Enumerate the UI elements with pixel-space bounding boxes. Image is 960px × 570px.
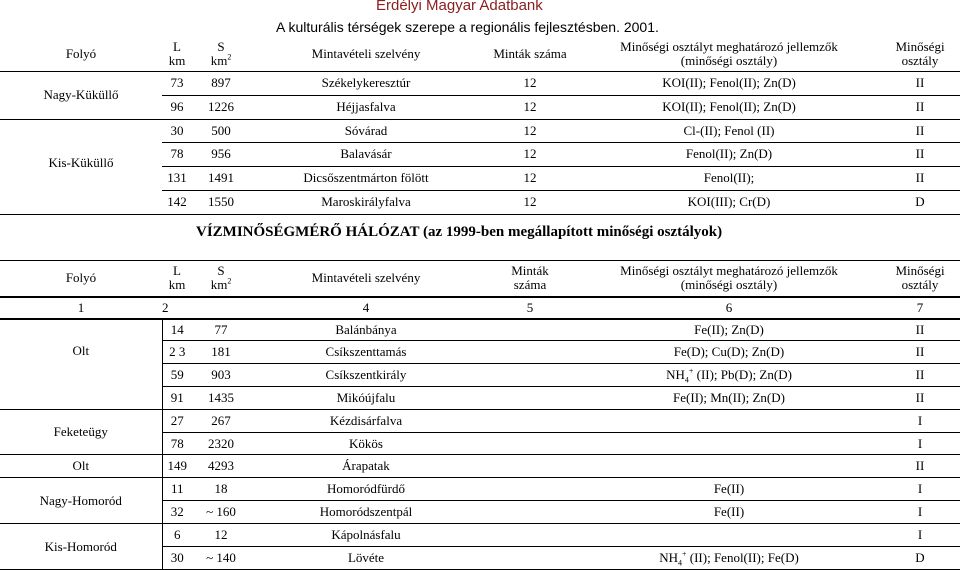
cell-s: 181 [192, 341, 250, 364]
table-row [0, 119, 960, 142]
cell-samples [482, 501, 578, 524]
cell-determinants: $NH_4^+$ (II); Pb(D); Zn(D) [578, 364, 880, 387]
header-river: Folyó [0, 37, 162, 71]
cell-station: Balavásár [250, 142, 482, 166]
table-header-row [0, 261, 960, 297]
cell-samples: 12 [482, 95, 578, 119]
cell-quality: II [880, 364, 960, 387]
cell-l: 78 [162, 433, 192, 455]
cell-station: Kápolnásfalu [250, 524, 482, 547]
cell-station: Kézdisárfalva [250, 410, 482, 433]
site-title: Erdélyi Magyar Adatbank [376, 0, 543, 14]
cell-station: Csíkszentkirály [250, 364, 482, 387]
cell-determinants: Fe(D); Cu(D); Zn(D) [578, 341, 880, 364]
header-s: S $km^2$ [192, 37, 250, 71]
header-l: L km [162, 37, 192, 71]
header-s: S $km^2$ [192, 261, 250, 297]
header-determinants: Minőségi osztályt meghatározó jellemzők (minőségi osztály) [578, 37, 880, 71]
cell-quality: II [880, 71, 960, 95]
table-row [0, 319, 960, 341]
cell-l: 32 [162, 501, 192, 524]
cell-quality: II [880, 455, 960, 478]
cell-s: 1550 [192, 190, 250, 214]
cell-station: Maroskirályfalva [250, 190, 482, 214]
column-number-row [0, 297, 960, 319]
river-cell: Feketeügy [0, 410, 162, 455]
cell-samples [482, 433, 578, 455]
section-title: VÍZMINŐSÉGMÉRŐ HÁLÓZAT (az 1999-ben megállapított minőségi osztályok) [196, 224, 723, 240]
header-samples: Minták száma [482, 261, 578, 297]
cell-s: 903 [192, 364, 250, 387]
cell-station: Homoródfürdő [250, 478, 482, 501]
cell-samples [482, 524, 578, 547]
cell-l: 73 [162, 71, 192, 95]
cell-determinants: Fe(II); Zn(D) [578, 319, 880, 341]
cell-s: 77 [192, 319, 250, 341]
cell-station: Mikóújfalu [250, 387, 482, 410]
cell-determinants: Fe(II) [578, 478, 880, 501]
header-river: Folyó [0, 261, 162, 297]
cell-station: Kökös [250, 433, 482, 455]
cell-determinants: Fenol(II); [578, 166, 880, 190]
cell-l: 14 [162, 319, 192, 341]
cell-s: ~ 140 [192, 547, 250, 570]
river-cell: Kis-Homoród [0, 524, 162, 570]
cell-station: Dicsőszentmárton fölött [250, 166, 482, 190]
cell-samples [482, 410, 578, 433]
cell-quality: D [880, 190, 960, 214]
cell-s: ~ 160 [192, 501, 250, 524]
cell-determinants: Fe(II); Mn(II); Zn(D) [578, 387, 880, 410]
table-row [0, 478, 960, 501]
cell-s: 956 [192, 142, 250, 166]
cell-determinants: Fenol(II); Zn(D) [578, 142, 880, 166]
cell-samples: 12 [482, 190, 578, 214]
document-subtitle: A kulturális térségek szerepe a regionális fejlesztésben. 2001. [276, 19, 659, 35]
cell-quality: D [880, 547, 960, 570]
cell-samples [482, 341, 578, 364]
cell-l: 30 [162, 119, 192, 142]
cell-quality: I [880, 410, 960, 433]
water-quality-table-1 [0, 37, 960, 215]
cell-samples [482, 478, 578, 501]
cell-station: Balánbánya [250, 319, 482, 341]
column-number: 2 [162, 297, 250, 319]
cell-s: 267 [192, 410, 250, 433]
cell-samples [482, 455, 578, 478]
cell-determinants: $NH_4^+$ (II); Fenol(II); Fe(D) [578, 547, 880, 570]
header-l: L km [162, 261, 192, 297]
cell-samples [482, 319, 578, 341]
cell-determinants: KOI(II); Fenol(II); Zn(D) [578, 95, 880, 119]
cell-determinants: KOI(III); Cr(D) [578, 190, 880, 214]
cell-s: 897 [192, 71, 250, 95]
cell-samples [482, 547, 578, 570]
cell-determinants: Cl-(II); Fenol (II) [578, 119, 880, 142]
cell-station: Héjjasfalva [250, 95, 482, 119]
cell-l: 2 3 [162, 341, 192, 364]
river-cell: Kis-Küküllő [0, 119, 162, 214]
header-quality: Minőségi osztály [880, 261, 960, 297]
cell-station: Sóvárad [250, 119, 482, 142]
cell-quality: I [880, 478, 960, 501]
cell-quality: II [880, 119, 960, 142]
table-row [0, 71, 960, 95]
river-cell: Nagy-Küküllő [0, 71, 162, 119]
river-cell: Olt [0, 455, 162, 478]
cell-quality: II [880, 341, 960, 364]
cell-s: 500 [192, 119, 250, 142]
column-number: 7 [880, 297, 960, 319]
cell-s: 4293 [192, 455, 250, 478]
cell-determinants: Fe(II) [578, 501, 880, 524]
column-number: 6 [578, 297, 880, 319]
cell-s: 1226 [192, 95, 250, 119]
cell-l: 78 [162, 142, 192, 166]
cell-determinants [578, 524, 880, 547]
cell-s: 2320 [192, 433, 250, 455]
cell-l: 59 [162, 364, 192, 387]
river-cell: Olt [0, 319, 162, 410]
cell-l: 96 [162, 95, 192, 119]
cell-quality: II [880, 166, 960, 190]
cell-quality: I [880, 501, 960, 524]
cell-station: Csíkszenttamás [250, 341, 482, 364]
cell-l: 149 [162, 455, 192, 478]
cell-station: Lövéte [250, 547, 482, 570]
cell-l: 11 [162, 478, 192, 501]
cell-l: 27 [162, 410, 192, 433]
cell-s: 12 [192, 524, 250, 547]
cell-l: 30 [162, 547, 192, 570]
table-row [0, 455, 960, 478]
cell-quality: I [880, 524, 960, 547]
river-cell: Nagy-Homoród [0, 478, 162, 524]
table-header-row [0, 37, 960, 71]
cell-l: 91 [162, 387, 192, 410]
column-number: 5 [482, 297, 578, 319]
cell-samples [482, 387, 578, 410]
cell-s: 1435 [192, 387, 250, 410]
cell-quality: II [880, 387, 960, 410]
cell-quality: I [880, 433, 960, 455]
cell-determinants [578, 433, 880, 455]
cell-l: 142 [162, 190, 192, 214]
header-samples: Minták száma [482, 37, 578, 71]
cell-s: 1491 [192, 166, 250, 190]
cell-samples: 12 [482, 119, 578, 142]
cell-samples: 12 [482, 142, 578, 166]
cell-samples: 12 [482, 71, 578, 95]
cell-quality: II [880, 142, 960, 166]
cell-determinants [578, 410, 880, 433]
table-row [0, 410, 960, 433]
cell-l: 131 [162, 166, 192, 190]
cell-samples [482, 364, 578, 387]
cell-station: Székelykeresztúr [250, 71, 482, 95]
cell-determinants: KOI(II); Fenol(II); Zn(D) [578, 71, 880, 95]
header-quality: Minőségi osztály [880, 37, 960, 71]
cell-s: 18 [192, 478, 250, 501]
cell-determinants [578, 455, 880, 478]
header-determinants: Minőségi osztályt meghatározó jellemzők (minőségi osztály) [578, 261, 880, 297]
table-row [0, 524, 960, 547]
cell-l: 6 [162, 524, 192, 547]
cell-samples: 12 [482, 166, 578, 190]
water-quality-table-2 [0, 260, 960, 570]
cell-station: Homoródszentpál [250, 501, 482, 524]
cell-station: Árapatak [250, 455, 482, 478]
cell-quality: II [880, 95, 960, 119]
column-number: 4 [250, 297, 482, 319]
column-number: 1 [0, 297, 162, 319]
cell-quality: II [880, 319, 960, 341]
header-station: Mintavételi szelvény [250, 37, 482, 71]
header-station: Mintavételi szelvény [250, 261, 482, 297]
